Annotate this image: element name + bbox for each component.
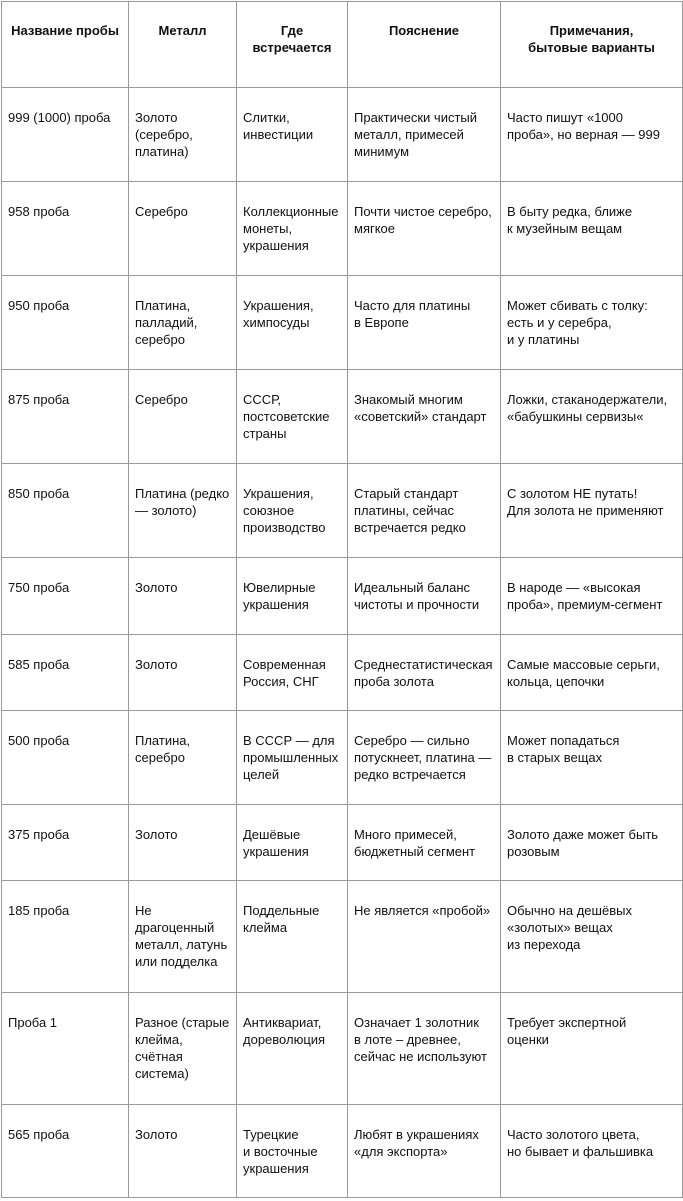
cell-name: 958 проба xyxy=(2,182,129,276)
cell-name: Проба 1 xyxy=(2,993,129,1105)
cell-metal: Платина, серебро xyxy=(129,711,237,805)
cell-where: Антиквариат, дореволюция xyxy=(237,993,348,1105)
cell-explanation: Знакомый многим «советский» стандарт xyxy=(348,370,501,464)
cell-notes: Требует экспертной оценки xyxy=(501,993,683,1105)
cell-metal: Платина (редко — золото) xyxy=(129,464,237,558)
cell-where: Слитки, инвестиции xyxy=(237,88,348,182)
cell-metal: Золото xyxy=(129,635,237,711)
header-row xyxy=(2,2,683,88)
cell-where: Поддельные клейма xyxy=(237,881,348,993)
cell-metal: Золото xyxy=(129,1105,237,1198)
cell-explanation: Практически чистый металл, примесей минимум xyxy=(348,88,501,182)
cell-metal: Серебро xyxy=(129,370,237,464)
cell-notes: В быту редка, ближе к музейным вещам xyxy=(501,182,683,276)
cell-name: 950 проба xyxy=(2,276,129,370)
cell-metal: Разное (старые клейма, счётная система) xyxy=(129,993,237,1105)
cell-name: 750 проба xyxy=(2,558,129,635)
cell-metal: Золото xyxy=(129,805,237,881)
cell-name: 875 проба xyxy=(2,370,129,464)
cell-name: 999 (1000) проба xyxy=(2,88,129,182)
table-row xyxy=(2,182,683,276)
cell-where: Ювелирные украшения xyxy=(237,558,348,635)
header-cell-where: Где встречается xyxy=(237,2,348,88)
cell-metal: Золото (серебро, платина) xyxy=(129,88,237,182)
cell-metal: Золото xyxy=(129,558,237,635)
cell-where: Современная Россия, СНГ xyxy=(237,635,348,711)
cell-notes: Часто золотого цвета, но бывает и фальшивка xyxy=(501,1105,683,1198)
table-row xyxy=(2,993,683,1105)
cell-name: 500 проба xyxy=(2,711,129,805)
table-row xyxy=(2,711,683,805)
cell-where: СССР, постсоветские страны xyxy=(237,370,348,464)
cell-where: Украшения, союзное производство xyxy=(237,464,348,558)
cell-where: Коллекционные монеты, украшения xyxy=(237,182,348,276)
table-row xyxy=(2,1105,683,1198)
cell-notes: Золото даже может быть розовым xyxy=(501,805,683,881)
cell-explanation: Много примесей, бюджетный сегмент xyxy=(348,805,501,881)
cell-where: В СССР — для промышленных целей xyxy=(237,711,348,805)
cell-notes: Самые массовые серьги, кольца, цепочки xyxy=(501,635,683,711)
cell-explanation: Идеальный баланс чистоты и прочности xyxy=(348,558,501,635)
table-row xyxy=(2,370,683,464)
cell-notes: Ложки, стаканодержатели, «бабушкины сервизы« xyxy=(501,370,683,464)
cell-explanation: Любят в украшениях «для экспорта» xyxy=(348,1105,501,1198)
hallmark-table xyxy=(1,1,683,1198)
cell-notes: Часто пишут «1000 проба», но верная — 999 xyxy=(501,88,683,182)
header-cell-explanation: Пояснение xyxy=(348,2,501,88)
cell-explanation: Не является «пробой» xyxy=(348,881,501,993)
cell-explanation: Почти чистое серебро, мягкое xyxy=(348,182,501,276)
cell-metal: Не драгоценный металл, латунь или подделка xyxy=(129,881,237,993)
cell-metal: Платина, палладий, серебро xyxy=(129,276,237,370)
header-cell-metal: Металл xyxy=(129,2,237,88)
cell-explanation: Означает 1 золотник в лоте – древнее, сейчас не используют xyxy=(348,993,501,1105)
cell-explanation: Среднестатистическая проба золота xyxy=(348,635,501,711)
cell-notes: Может попадаться в старых вещах xyxy=(501,711,683,805)
cell-name: 850 проба xyxy=(2,464,129,558)
table-row xyxy=(2,805,683,881)
table-row xyxy=(2,88,683,182)
cell-where: Украшения, химпосуды xyxy=(237,276,348,370)
table-row xyxy=(2,558,683,635)
cell-notes: Может сбивать с толку: есть и у серебра, и у платины xyxy=(501,276,683,370)
header-cell-name: Название пробы xyxy=(2,2,129,88)
table-row xyxy=(2,635,683,711)
cell-explanation: Часто для платины в Европе xyxy=(348,276,501,370)
cell-notes: Обычно на дешёвых «золотых» вещах из перехода xyxy=(501,881,683,993)
cell-notes: В народе — «высокая проба», премиум-сегмент xyxy=(501,558,683,635)
cell-name: 565 проба xyxy=(2,1105,129,1198)
cell-name: 375 проба xyxy=(2,805,129,881)
cell-where: Дешёвые украшения xyxy=(237,805,348,881)
cell-notes: С золотом НЕ путать! Для золота не применяют xyxy=(501,464,683,558)
table-row xyxy=(2,881,683,993)
cell-explanation: Серебро — сильно потускнеет, платина — редко встречается xyxy=(348,711,501,805)
table-row xyxy=(2,276,683,370)
cell-name: 585 проба xyxy=(2,635,129,711)
cell-metal: Серебро xyxy=(129,182,237,276)
cell-explanation: Старый стандарт платины, сейчас встречается редко xyxy=(348,464,501,558)
cell-name: 185 проба xyxy=(2,881,129,993)
table-row xyxy=(2,464,683,558)
cell-where: Турецкие и восточные украшения xyxy=(237,1105,348,1198)
header-cell-notes: Примечания, бытовые варианты xyxy=(501,2,683,88)
